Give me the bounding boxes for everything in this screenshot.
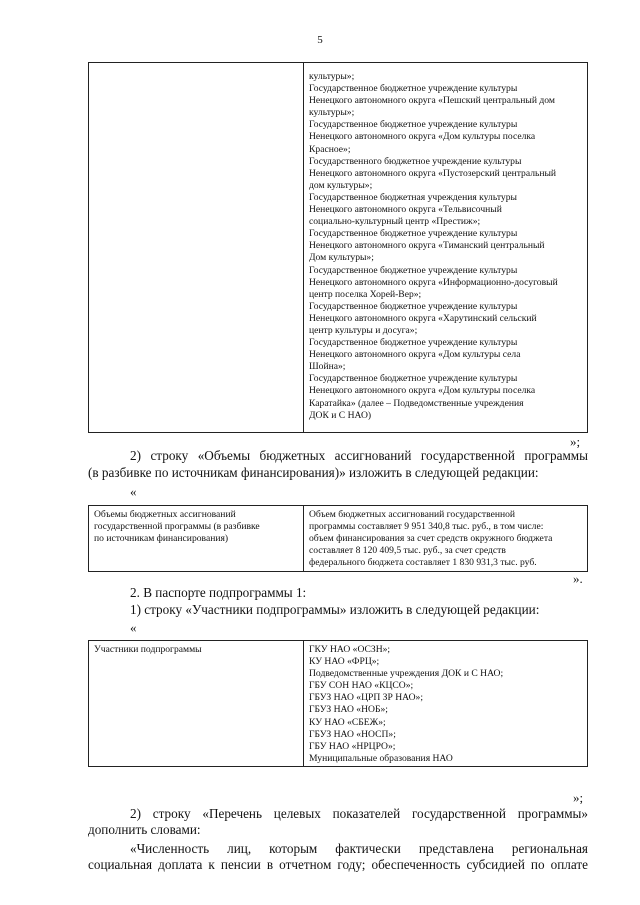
paragraph-quote-line2: социальная доплата к пенсии в отчетном году; обеспеченность субсидией по оплате xyxy=(88,857,588,872)
institution-line: Шойна»; xyxy=(309,361,346,373)
budget-table xyxy=(88,505,588,572)
institution-line: Государственное бюджетная учреждения культуры xyxy=(309,191,517,203)
budget-value-line: Объем бюджетных ассигнований государственной xyxy=(309,509,516,520)
opening-quote: « xyxy=(130,620,137,635)
budget-value-cell xyxy=(304,506,588,572)
participant-line: КУ НАО «ФРЦ»; xyxy=(309,656,380,668)
institution-line: Государственное бюджетное учреждение культуры xyxy=(309,337,518,349)
participant-line: ГБУ НАО «НРЦРО»; xyxy=(309,740,396,752)
budget-label-line: по источникам финансирования) xyxy=(94,533,229,545)
institution-line: Государственного бюджетное учреждение культуры xyxy=(309,155,522,167)
institution-line: Ненецкого автономного округа «Тиманский центральный xyxy=(309,240,545,252)
participants-list xyxy=(309,644,582,765)
budget-label-line: государственной программы (в разбивке xyxy=(94,521,260,533)
institution-line: Государственное бюджетное учреждение культуры xyxy=(309,373,518,385)
institution-line: Государственное бюджетное учреждение культуры xyxy=(309,264,518,276)
table-row xyxy=(89,63,588,433)
paragraph-budget-line1: 2) строку «Объемы бюджетных ассигнований государственной программы xyxy=(130,448,588,463)
institution-line: культуры»; xyxy=(309,107,355,119)
institution-line: Каратайка» (далее – Подведомственные учреждения xyxy=(309,397,524,409)
institution-line: ДОК и С НАО) xyxy=(309,409,372,421)
budget-value-line: программы составляет 9 951 340,8 тыс. руб., в том числе: xyxy=(309,521,544,533)
institution-line: Красное»; xyxy=(309,143,351,155)
budget-label-line: Объемы бюджетных ассигнований xyxy=(94,509,236,520)
participant-line: ГБУЗ НАО «НОБ»; xyxy=(309,704,388,716)
page-number: 5 xyxy=(317,34,323,46)
participant-line: ГБУ СОН НАО «КЦСО»; xyxy=(309,680,414,692)
budget-value xyxy=(309,509,582,569)
paragraph-participants: 1) строку «Участники подпрограммы» изложить в следующей редакции: xyxy=(130,602,540,617)
participant-line: ГБУЗ НАО «НОСП»; xyxy=(309,728,396,740)
culture-institutions-table xyxy=(88,62,588,433)
institution-line: центр культуры и досуга»; xyxy=(309,324,418,336)
institution-line: Государственное бюджетное учреждение культуры xyxy=(309,300,518,312)
institution-line: Ненецкого автономного округа «Информационно-досуговый xyxy=(309,276,558,288)
institution-line: Ненецкого автономного округа «Тельвисочный xyxy=(309,204,502,216)
institution-line: Ненецкого автономного округа «Дом культуры поселка xyxy=(309,131,536,143)
budget-value-line: федерального бюджета составляет 1 830 931,3 тыс. руб. xyxy=(309,557,537,569)
institution-line: культуры»; xyxy=(309,71,355,82)
participant-line: ГКУ НАО «ОСЗН»; xyxy=(309,644,391,655)
institution-line: Ненецкого автономного округа «Пустозерский центральный xyxy=(309,167,557,179)
participant-line: Подведомственные учреждения ДОК и С НАО; xyxy=(309,668,504,680)
closing-quote: ». xyxy=(573,571,583,586)
institution-line: Ненецкого автономного округа «Дом культуры села xyxy=(309,349,521,361)
table-row xyxy=(89,506,588,572)
participants-label-cell xyxy=(89,641,304,767)
participant-line: Муниципальные образования НАО xyxy=(309,752,453,764)
institution-line: центр поселка Хорей-Вер»; xyxy=(309,288,422,300)
budget-value-line: объем финансирования за счет средств окружного бюджета xyxy=(309,533,553,545)
participants-table xyxy=(88,640,588,767)
participants-list-cell xyxy=(304,641,588,767)
institution-line: Государственное бюджетное учреждение культуры xyxy=(309,83,518,95)
table-cell-institutions xyxy=(304,63,588,433)
budget-label-cell xyxy=(89,506,304,572)
paragraph-indicators-line2: дополнить словами: xyxy=(88,822,201,837)
table-cell-empty xyxy=(89,63,304,433)
institution-line: Дом культуры»; xyxy=(309,252,374,264)
institution-line: Ненецкого автономного округа «Дом культуры поселка xyxy=(309,385,536,397)
institution-line: Ненецкого автономного округа «Харутинский сельский xyxy=(309,312,537,324)
institution-line: социально-культурный центр «Престиж»; xyxy=(309,216,481,228)
participants-label: Участники подпрограммы xyxy=(94,644,202,655)
institutions-list xyxy=(309,71,583,426)
paragraph-subprogram-passport: 2. В паспорте подпрограммы 1: xyxy=(130,585,307,600)
institution-line: Государственное бюджетное учреждение культуры xyxy=(309,228,518,240)
budget-value-line: составляет 8 120 409,5 тыс. руб., за счет средств xyxy=(309,545,506,557)
institution-line: дом культуры»; xyxy=(309,179,373,191)
opening-quote: « xyxy=(130,484,137,499)
institution-line: Ненецкого автономного округа «Пешский центральный дом xyxy=(309,95,555,107)
table-row xyxy=(89,641,588,767)
closing-quote: »; xyxy=(570,434,581,449)
paragraph-budget-line2: (в разбивке по источникам финансирования)» изложить в следующей редакции: xyxy=(88,465,539,480)
paragraph-indicators-line1: 2) строку «Перечень целевых показателей государственной программы» xyxy=(130,806,588,821)
paragraph-quote-line1: «Численность лиц, которым фактически представлена региональная xyxy=(130,841,588,856)
closing-quote: »; xyxy=(573,790,584,805)
participant-line: ГБУЗ НАО «ЦРП ЗР НАО»; xyxy=(309,692,423,704)
participant-line: КУ НАО «СБЕЖ»; xyxy=(309,716,386,728)
budget-label xyxy=(94,509,298,545)
institution-line: Государственное бюджетное учреждение культуры xyxy=(309,119,518,131)
